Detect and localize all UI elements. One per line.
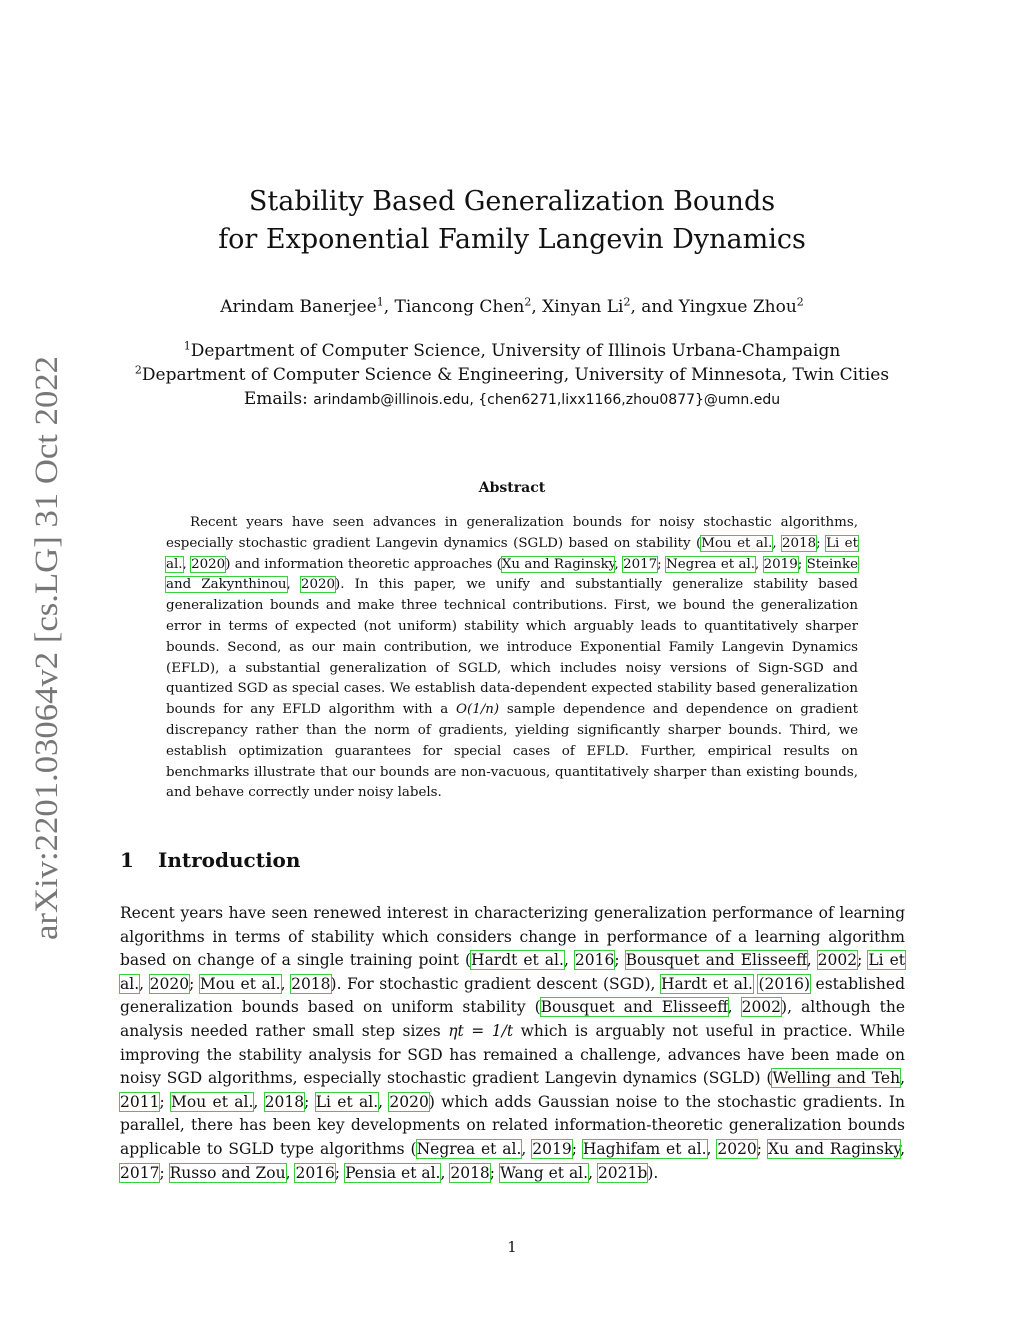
body-text: ;: [304, 1092, 316, 1111]
author-name: Tiancong Chen: [394, 297, 525, 317]
emails-label: Emails:: [243, 389, 314, 409]
abstract-text: Recent years have seen advances in generalization bounds for noisy stochastic algorithms, especially stochastic gradient Langevin dynamics (SGLD) based on stability (: [166, 515, 858, 551]
author-separator: ,: [383, 297, 395, 317]
body-text: ;: [756, 1139, 768, 1158]
citation-link[interactable]: Li et al.: [315, 1092, 379, 1111]
citation-link[interactable]: Steinke and Zakynthinou: [166, 556, 859, 593]
arxiv-side-stamp: [19, 356, 69, 940]
body-text: ).: [647, 1163, 659, 1182]
citation-link[interactable]: Negrea et al.: [416, 1139, 522, 1158]
citation-link[interactable]: Wang et al.: [499, 1163, 589, 1182]
citation-link[interactable]: Mou et al.: [199, 974, 281, 993]
author-separator: , and: [630, 297, 679, 317]
citation-link[interactable]: Mou et al.: [701, 535, 773, 551]
citation-year-link[interactable]: 2017: [623, 556, 658, 572]
body-text: ). For stochastic gradient descent (SGD),: [330, 974, 661, 993]
math-expression: ηt = 1/t: [448, 1021, 514, 1040]
affiliation-text: Department of Computer Science, University of Illinois Urbana-Champaign: [190, 341, 841, 361]
abstract-heading: Abstract: [478, 480, 546, 496]
introduction-paragraph: Recent years have seen renewed interest in characterizing generalization performance of learning algorithms in terms of stability which considers change in performance of a learning algorithm based on change of a single training point (Hardt et al., 2016; Bousquet and Elisseeff, 2002; Li et al., 2020; Mou et al., 2018). For stochastic gradient descent (SGD), Hardt et al. (2016) established generalization bounds based on uniform stability (Bousquet and Elisseeff, 2002), although the analysis needed rather small step sizes ηt = 1/t which is arguably not useful in practice. While improving the stability analysis for SGD has remained a challenge, advances have been made on noisy SGD algorithms, especially stochastic gradient Langevin dynamics (SGLD) (Welling and Teh, 2011; Mou et al., 2018; Li et al., 2020) which adds Gaussian noise to the stochastic gradients. In parallel, there has been key developments on related information-theoretic generalization bounds applicable to SGLD type algorithms (Negrea et al., 2019; Haghifam et al., 2020; Xu and Raginsky, 2017; Russo and Zou, 2016; Pensia et al., 2018; Wang et al., 2021b).: [120, 904, 906, 1182]
abstract-text: ;: [816, 535, 827, 551]
body-text: ;: [189, 974, 200, 993]
abstract-text: ). In this paper, we unify and substantially generalize stability based generalization bounds and make three technical contributions. First, we bound the generalization error in terms of expected (not uniform) stability which arguably leads to quantitatively sharper bounds. Second, as our main contribution, we introduce Exponential Family Langevin Dynamics (EFLD), a substantial generalization of SGLD, which includes noisy versions of Sign-SGD and quantized SGD as special cases. We establish data-dependent expected stability based generalization bounds for any EFLD algorithm with a: [166, 577, 859, 718]
citation-year-link[interactable]: 2017: [120, 1163, 160, 1182]
affiliations: [0, 339, 1024, 412]
body-text: Recent years have seen renewed interest in characterizing generalization performance of learning algorithms in terms of stability which considers change in performance of a learning algorithm based on change of a single training point (: [120, 904, 905, 970]
abstract-text: ;: [657, 556, 667, 572]
citation-year-link[interactable]: 2021b: [597, 1163, 648, 1182]
title-line-2: for Exponential Family Langevin Dynamics: [218, 224, 806, 255]
author-affiliation-mark: 2: [524, 295, 532, 309]
author-affiliation-mark: 1: [376, 295, 384, 309]
arxiv-stamp-text: arXiv:2201.03064v2 [cs.LG] 31 Oct 2022: [29, 384, 65, 940]
abstract-text: sample dependence and dependence on gradient discrepancy rather than the norm of gradients, yielding significantly sharper bounds. Third, we establish optimization guarantees for special cases of EFLD. Further, empirical results on benchmarks illustrate that our bounds are non-vacuous, quantitatively sharper than existing bounds, and behave correctly under noisy labels.: [166, 702, 858, 801]
body-text: ), although the analysis needed rather small step sizes: [120, 998, 905, 1040]
body-text: ;: [614, 951, 626, 970]
body-text: ;: [159, 1092, 172, 1111]
citation-link[interactable]: Hardt et al.: [661, 974, 753, 993]
author-separator: ,: [531, 297, 543, 317]
author-affiliation-mark: 2: [623, 295, 631, 309]
citation-year-link[interactable]: 2011: [120, 1092, 160, 1111]
citation-link[interactable]: Mou et al.: [171, 1092, 254, 1111]
citation-link[interactable]: Russo and Zou: [169, 1163, 286, 1182]
citation-link[interactable]: Li et al.: [120, 951, 906, 993]
author-list: [0, 294, 1024, 320]
body-text: which is arguably not useful in practice. While improving the stability analysis for SGD has remained a challenge, advances have been made on noisy SGD algorithms, especially stochastic gradient Langevin dynamics (SGLD) (: [120, 1021, 906, 1088]
affiliation-text: Department of Computer Science & Engineering, University of Minnesota, Twin Cities: [141, 365, 890, 385]
citation-link[interactable]: Xu and Raginsky: [501, 556, 615, 572]
citation-year-link[interactable]: 2020: [717, 1139, 757, 1158]
citation-year-link[interactable]: 2018: [450, 1163, 490, 1182]
math-expression: O(1/n): [456, 702, 500, 718]
author-affiliation-mark: 2: [796, 295, 804, 309]
emails: [0, 387, 1024, 412]
body-text: ;: [334, 1163, 346, 1182]
citation-year-link[interactable]: 2020: [149, 974, 190, 993]
body-text: ;: [159, 1163, 170, 1182]
body-text: ;: [571, 1139, 583, 1158]
author-name: Yingxue Zhou: [678, 297, 797, 317]
author-name: Xinyan Li: [542, 297, 624, 317]
citation-link[interactable]: Xu and Raginsky: [767, 1139, 901, 1158]
citation-link[interactable]: Welling and Teh: [772, 1069, 901, 1088]
citation-link[interactable]: Bousquet and Elisseeff: [540, 998, 728, 1017]
citation-year-link[interactable]: 2020: [191, 556, 226, 572]
abstract-text: ) and information theoretic approaches (: [225, 556, 502, 572]
citation-year-link[interactable]: 2018: [782, 535, 817, 551]
citation-year-link[interactable]: 2020: [300, 577, 335, 593]
title-line-1: Stability Based Generalization Bounds: [248, 186, 776, 217]
citation-year-link[interactable]: 2018: [264, 1092, 305, 1111]
citation-year-link[interactable]: 2018: [291, 974, 331, 993]
citation-link[interactable]: Negrea et al.: [666, 556, 756, 572]
page-number: 1: [507, 1238, 517, 1256]
affiliation-mark: 2: [134, 363, 142, 377]
citation-year-link[interactable]: 2019: [763, 556, 798, 572]
body-text: ;: [857, 951, 869, 970]
citation-year-link[interactable]: (2016): [758, 974, 811, 993]
body-text: ) which adds Gaussian noise to the stochastic gradients. In parallel, there has been key developments on related information-theoretic generalization bounds applicable to SGLD type algorithms (: [120, 1092, 905, 1158]
affiliation-1: [0, 339, 1024, 363]
body-text: ;: [489, 1163, 500, 1182]
citation-year-link[interactable]: 2002: [817, 951, 858, 970]
section-title: Introduction: [158, 848, 301, 872]
citation-year-link[interactable]: 2002: [741, 998, 782, 1017]
affiliation-mark: 1: [183, 339, 191, 353]
citation-year-link[interactable]: 2016: [295, 1163, 335, 1182]
section-heading: [120, 848, 300, 872]
author-name: Arindam Banerjee: [220, 297, 377, 317]
citation-link[interactable]: Hardt et al.: [471, 951, 564, 970]
abstract-body: Recent years have seen advances in generalization bounds for noisy stochastic algorithms, especially stochastic gradient Langevin dynamics (SGLD) based on stability (Mou et al., 2018; Li et al., 2020) and information theoretic approaches (Xu and Raginsky, 2017; Negrea et al., 2019; Steinke and Zakynthinou, 2020). In this paper, we unify and substantially generalize stability based generalization bounds and make three technical contributions. First, we bound the generalization error in terms of expected (not uniform) stability which arguably leads to quantitatively sharper bounds. Second, as our main contribution, we introduce Exponential Family Langevin Dynamics (EFLD), a substantial generalization of SGLD, which includes noisy versions of Sign-SGD and quantized SGD as special cases. We establish data-dependent expected stability based generalization bounds for any EFLD algorithm with a O(1/n) sample dependence and dependence on gradient discrepancy rather than the norm of gradients, yielding significantly sharper bounds. Third, we establish optimization guarantees for special cases of EFLD. Further, empirical results on benchmarks illustrate that our bounds are non-vacuous, quantitatively sharper than existing bounds, and behave correctly under noisy labels.: [166, 515, 859, 801]
section-number: 1: [120, 848, 134, 872]
citation-link[interactable]: Li et al.: [166, 535, 858, 572]
citation-link[interactable]: Haghifam et al.: [582, 1139, 707, 1158]
affiliation-2: [0, 363, 1024, 387]
body-text: established generalization bounds based on uniform stability (: [120, 974, 906, 1017]
citation-link[interactable]: Pensia et al.: [345, 1163, 441, 1182]
abstract-text: ;: [797, 556, 807, 572]
citation-link[interactable]: Bousquet and Elisseeff: [625, 951, 807, 970]
citation-year-link[interactable]: 2016: [574, 951, 615, 970]
citation-year-link[interactable]: 2019: [532, 1139, 572, 1158]
emails-text[interactable]: arindamb@illinois.edu, {chen6271,lixx1166,zhou0877}@umn.edu: [313, 392, 781, 408]
paper-title: [0, 183, 1024, 259]
citation-year-link[interactable]: 2020: [389, 1092, 429, 1111]
